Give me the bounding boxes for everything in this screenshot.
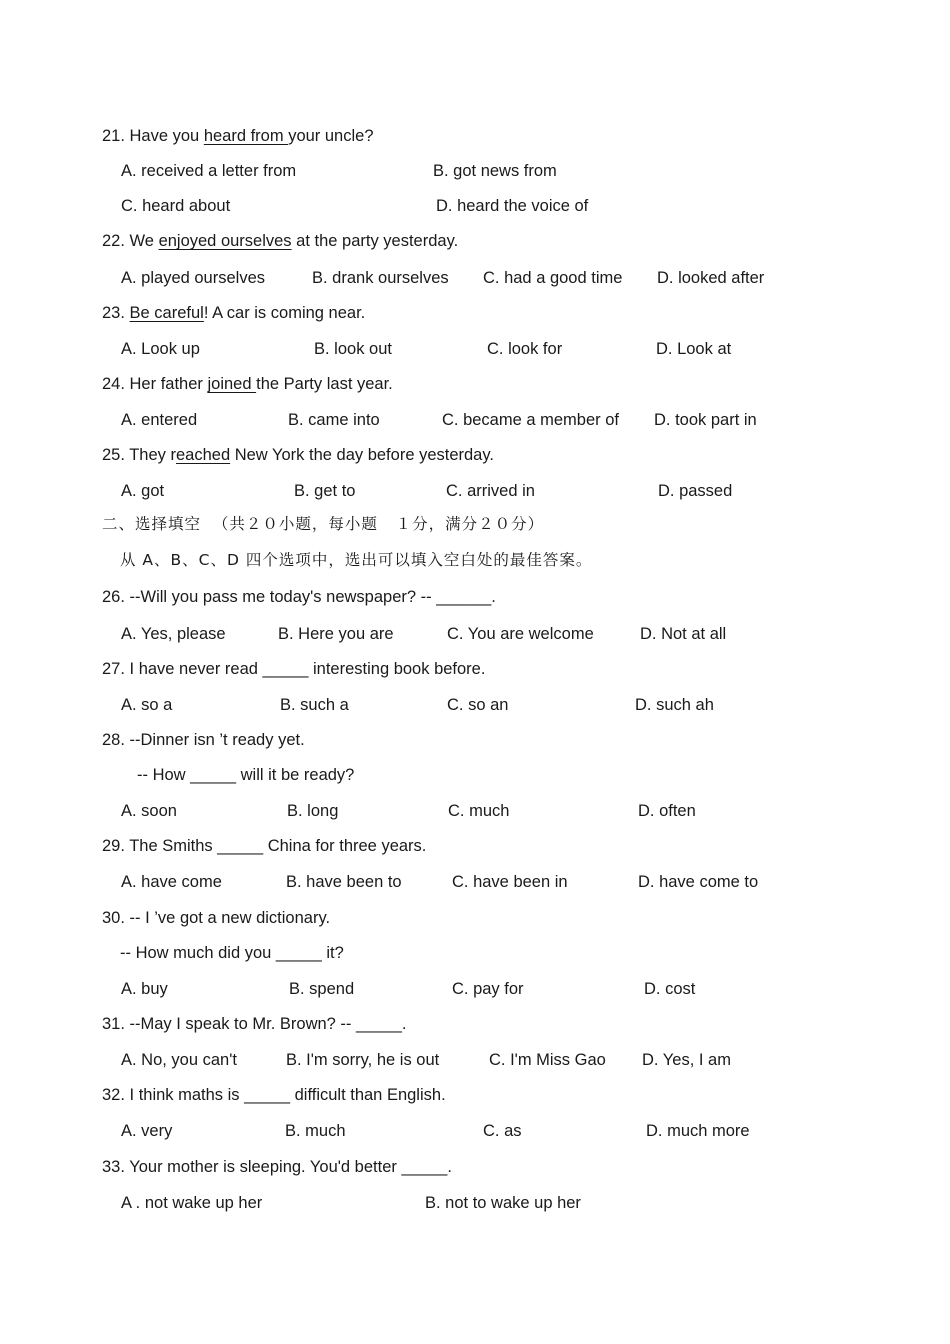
option-27-d: D. such ah [635,696,714,714]
option-23-b: B. look out [314,340,392,358]
option-28-d: D. often [638,802,696,820]
option-22-b: B. drank ourselves [312,269,449,287]
option-22-a: A. played ourselves [121,269,265,287]
option-25-b: B. get to [294,482,356,500]
option-23-c: C. look for [487,340,563,358]
option-31-a: A. No, you can't [121,1051,237,1069]
question-32: 32. I think maths is _____ difficult than English. [102,1086,446,1104]
question-29: 29. The Smiths _____ China for three years. [102,837,427,855]
option-32-c: C. as [483,1122,522,1140]
option-31-b: B. I'm sorry, he is out [286,1051,440,1069]
option-22-c: C. had a good time [483,269,623,287]
option-31-d: D. Yes, I am [642,1051,731,1069]
option-29-a: A. have come [121,873,222,891]
option-28-b: B. long [287,802,339,820]
question-25: 25. They reached New York the day before yesterday. [102,446,494,464]
option-33-a: A . not wake up her [121,1194,263,1212]
question-33: 33. Your mother is sleeping. You'd better _____. [102,1158,452,1176]
option-21-d: D. heard the voice of [436,197,589,215]
option-28-c: C. much [448,802,510,820]
underlined-phrase: Be careful [129,304,204,322]
option-27-b: B. such a [280,696,349,714]
option-27-c: C. so an [447,696,509,714]
option-26-a: A. Yes, please [121,625,226,643]
question-22: 22. We enjoyed ourselves at the party yesterday. [102,232,459,250]
question-31: 31. --May I speak to Mr. Brown? -- _____. [102,1015,407,1033]
option-21-a: A. received a letter from [121,162,297,180]
option-23-d: D. Look at [656,340,732,358]
option-32-d: D. much more [646,1122,750,1140]
option-21-c: C. heard about [121,197,231,215]
question-30-reply: -- How much did you _____ it? [120,944,344,962]
section-instruction: 从 A、B、C、D 四个选项中，选出可以填入空白处的最佳答案。 [120,551,593,569]
option-30-a: A. buy [121,980,168,998]
option-26-b: B. Here you are [278,625,394,643]
question-27: 27. I have never read _____ interesting book before. [102,660,486,678]
option-31-c: C. I'm Miss Gao [489,1051,606,1069]
option-33-b: B. not to wake up her [425,1194,581,1212]
option-24-d: D. took part in [654,411,757,429]
option-24-c: C. became a member of [442,411,619,429]
option-25-c: C. arrived in [446,482,535,500]
question-24: 24. Her father joined the Party last year. [102,375,393,393]
option-25-a: A. got [121,482,165,500]
option-29-d: D. have come to [638,873,759,891]
question-28-reply: -- How _____ will it be ready? [137,766,355,784]
option-30-c: C. pay for [452,980,524,998]
option-29-c: C. have been in [452,873,568,891]
option-27-a: A. so a [121,696,173,714]
question-23: 23. Be careful! A car is coming near. [102,304,366,322]
question-30: 30. -- I ’ve got a new dictionary. [102,909,331,927]
option-32-b: B. much [285,1122,346,1140]
option-30-d: D. cost [644,980,696,998]
option-26-c: C. You are welcome [447,625,594,643]
question-28: 28. --Dinner isn ’t ready yet. [102,731,305,749]
option-25-d: D. passed [658,482,733,500]
question-26: 26. --Will you pass me today's newspaper? -- ______. [102,588,496,606]
underlined-phrase: enjoyed ourselves [158,232,292,250]
option-24-a: A. entered [121,411,198,429]
option-22-d: D. looked after [657,269,765,287]
option-30-b: B. spend [289,980,355,998]
question-21: 21. Have you heard from your uncle? [102,127,374,145]
section-heading: 二、选择填空 （共２０小题，每小题 １分，满分２０分） [102,515,545,533]
option-26-d: D. Not at all [640,625,727,643]
option-29-b: B. have been to [286,873,402,891]
underlined-phrase: heard from [203,127,289,145]
option-21-b: B. got news from [433,162,557,180]
option-24-b: B. came into [288,411,380,429]
option-28-a: A. soon [121,802,177,820]
underlined-phrase: eached [175,446,231,464]
underlined-phrase: joined [207,375,257,393]
option-23-a: A. Look up [121,340,200,358]
option-32-a: A. very [121,1122,173,1140]
